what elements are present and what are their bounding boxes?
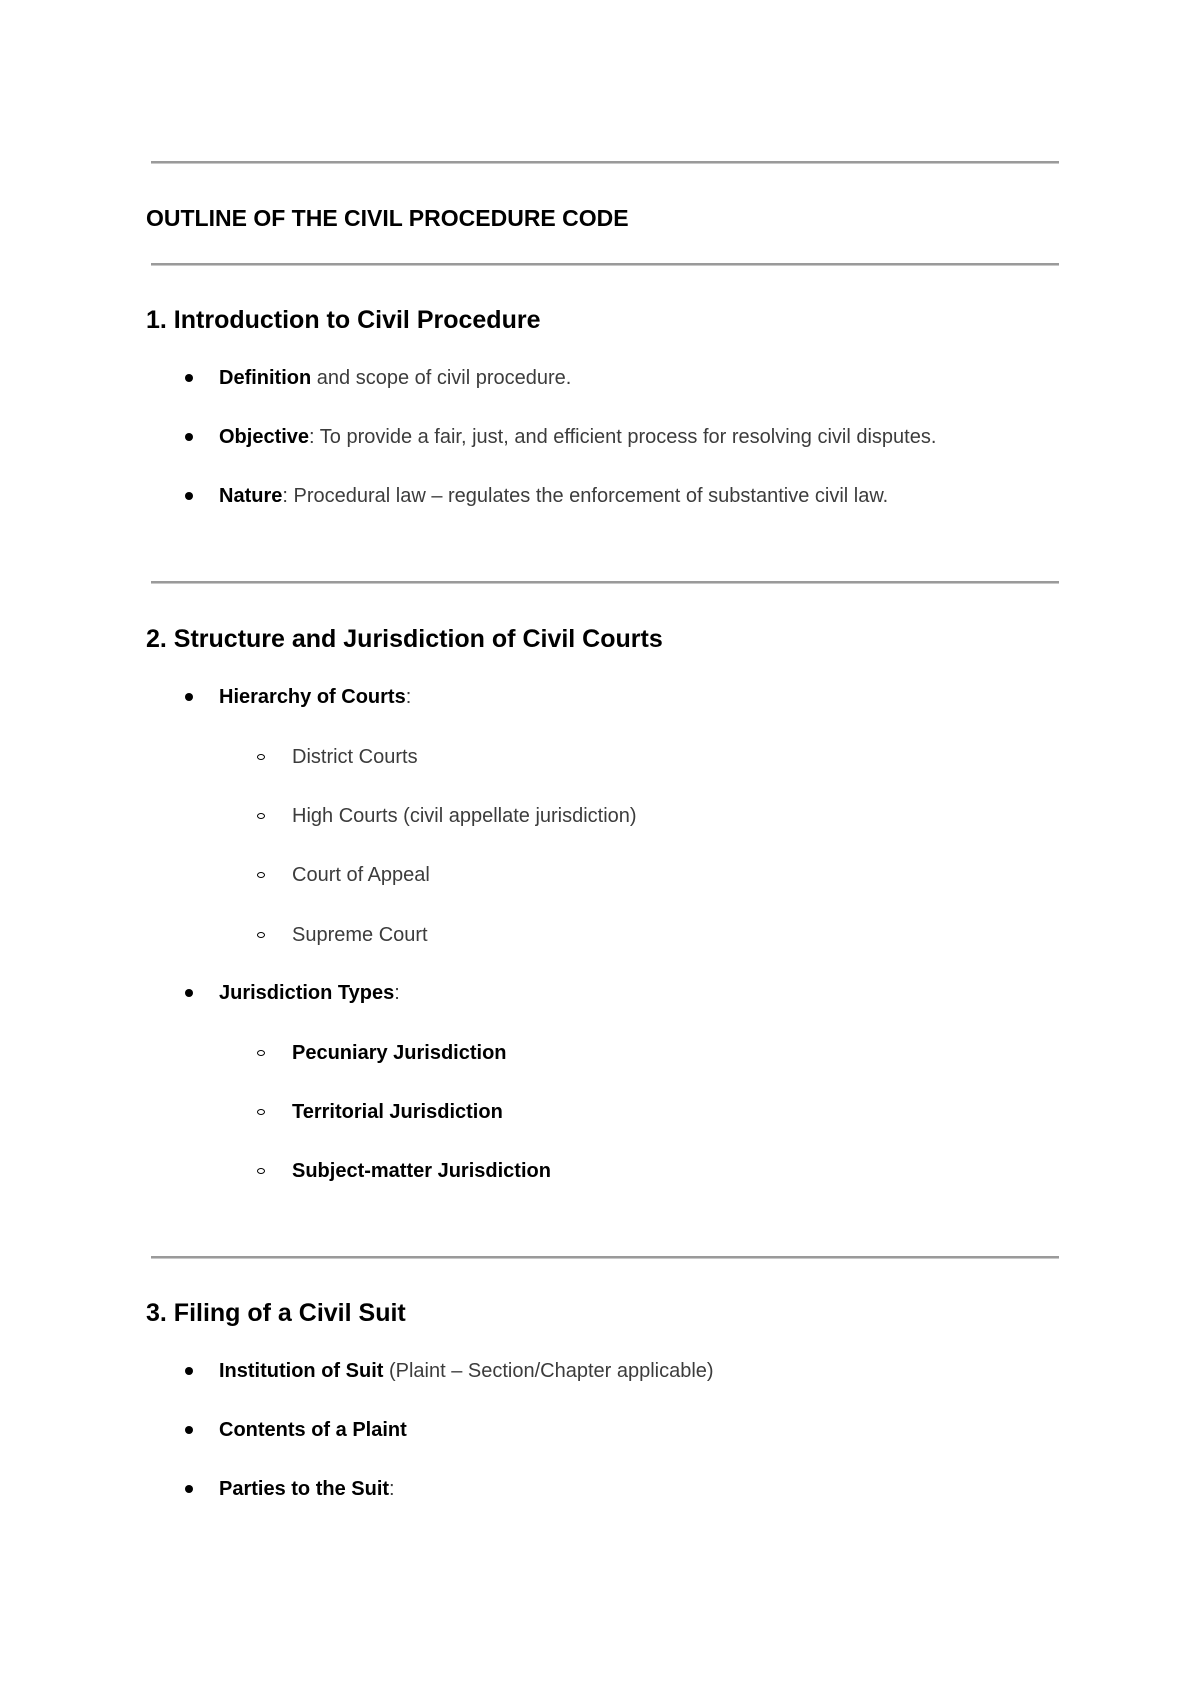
sub-list-item: District Courts xyxy=(292,746,418,768)
sub-list-item: Supreme Court xyxy=(292,924,428,946)
horizontal-rule xyxy=(151,1256,1059,1259)
sub-list-item: Court of Appeal xyxy=(292,864,430,886)
bullet-disc-icon xyxy=(185,1426,193,1434)
list-item: Nature: Procedural law – regulates the enforcement of substantive civil law. xyxy=(219,485,889,507)
section-heading: 3. Filing of a Civil Suit xyxy=(146,1299,406,1327)
bullet-disc-icon xyxy=(185,492,193,500)
horizontal-rule xyxy=(151,581,1059,584)
section-heading: 2. Structure and Jurisdiction of Civil Courts xyxy=(146,625,663,653)
bullet-circle-icon xyxy=(257,1168,265,1174)
bullet-disc-icon xyxy=(185,374,193,382)
bullet-circle-icon xyxy=(257,1050,265,1056)
bullet-circle-icon xyxy=(257,754,265,760)
bullet-disc-icon xyxy=(185,1367,193,1375)
sub-list-item: Territorial Jurisdiction xyxy=(292,1101,503,1123)
horizontal-rule xyxy=(151,161,1059,164)
list-item: Jurisdiction Types: xyxy=(219,982,400,1004)
bullet-circle-icon xyxy=(257,872,265,878)
bullet-disc-icon xyxy=(185,433,193,441)
horizontal-rule xyxy=(151,263,1059,266)
sub-list-item: Subject-matter Jurisdiction xyxy=(292,1160,551,1182)
list-item: Parties to the Suit: xyxy=(219,1478,395,1500)
sub-list-item: High Courts (civil appellate jurisdiction) xyxy=(292,805,637,827)
section-heading: 1. Introduction to Civil Procedure xyxy=(146,306,541,334)
bullet-circle-icon xyxy=(257,813,265,819)
bullet-disc-icon xyxy=(185,693,193,701)
sub-list-item: Pecuniary Jurisdiction xyxy=(292,1042,507,1064)
list-item: Objective: To provide a fair, just, and efficient process for resolving civil disputes. xyxy=(219,426,937,448)
list-item: Institution of Suit (Plaint – Section/Chapter applicable) xyxy=(219,1360,714,1382)
bullet-disc-icon xyxy=(185,989,193,997)
list-item: Definition and scope of civil procedure. xyxy=(219,367,572,389)
list-item: Contents of a Plaint xyxy=(219,1419,407,1441)
bullet-disc-icon xyxy=(185,1485,193,1493)
list-item: Hierarchy of Courts: xyxy=(219,686,412,708)
document-title: OUTLINE OF THE CIVIL PROCEDURE CODE xyxy=(146,205,629,231)
bullet-circle-icon xyxy=(257,932,265,938)
bullet-circle-icon xyxy=(257,1109,265,1115)
